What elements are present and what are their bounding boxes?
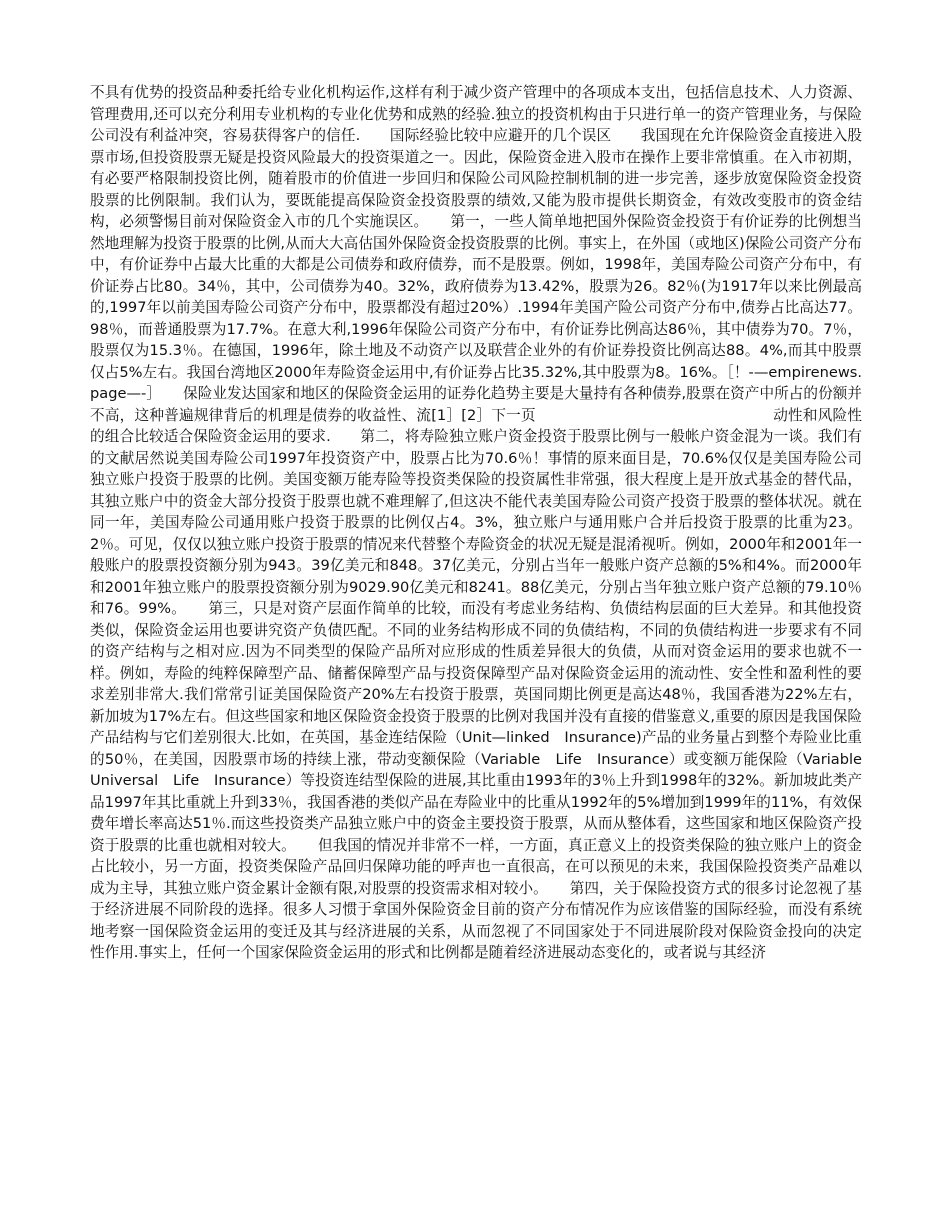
document-page bbox=[90, 82, 877, 964]
body-text: 不具有优势的投资品种委托给专业化机构运作,这样有利于减少资产管理中的各项成本支出，包括信息技术、人力资源、管理费用,还可以充分利用专业机构的专业化优势和成熟的经验.独立的投资机构由于只进行单一的资产管理业务，与保险公司没有利益冲突，容易获得客户的信任. 国际经验比较中应避开的几个误区 我国现在允许保险资金直接进入股票市场,但投资股票无疑是投资风险最大的投资渠道之一。因此，保险资金进入股市在操作上要非常慎重。在入市初期，有必要严格限制投资比例，随着股市的价值进一步回归和保险公司风险控制机制的进一步完善，逐步放宽保险资金投资股票的比例限制。我们认为，要既能提高保险资金投资股票的绩效,又能为股市提供长期资金，有效改变股市的资金结构，必须警惕目前对保险资金入市的几个实施误区。 第一，一些人简单地把国外保险资金投资于有价证券的比例想当然地理解为投资于股票的比例,从而大大高估国外保险资金投资股票的比例。事实上，在外国（或地区)保险公司资产分布中，有价证券中占最大比重的大都是公司债券和政府债券，而不是股票。例如，1998年，美国寿险公司资产分布中，有价证券占比80。34％，其中，公司债券为40。32%，政府债券为13.42%，股票为26。82％(为1917年以来比例最高的,1997年以前美国寿险公司资产分布中，股票都没有超过20%）.1994年美国产险公司资产分布中,债券占比高达77。98％，而普通股票为17.7%。在意大利,1996年保险公司资产分布中，有价证券比例高达86％，其中债券为70。7％，股票仅为15.3％。在德国，1996年，除土地及不动资产以及联营企业外的有价证券投资比例高达88。4%,而其中股票仅占5%左右。我国台湾地区2000年寿险资金运用中,有价证券占比35.32%,其中股票为8。16%。［！-—empirenews.page—-］ 保险业发达国家和地区的保险资金运用的证券化趋势主要是大量持有各种债券,股票在资产中所占的份额并不高，这种普遍规律背后的机理是债券的收益性、流[1］[2］下一页 动性和风险性的组合比较适合保险资金运用的要求. 第二，将寿险独立账户资金投资于股票比例与一般帐户资金混为一谈。我们有的文献居然说美国寿险公司1997年投资资产中，股票占比为70.6％！事情的原来面目是，70.6%仅仅是美国寿险公司独立账户投资于股票的比例。美国变额万能寿险等投资类保险的投资属性非常强，很大程度上是开放式基金的替代品，其独立账户中的资金大部分投资于股票也就不难理解了,但这决不能代表美国寿险公司资产投资于股票的整体状况。就在同一年，美国寿险公司通用账户投资于股票的比例仅占4。3%，独立账户与通用账户合并后投资于股票的比重为23。2％。可见，仅仅以独立账户投资于股票的情况来代替整个寿险资金的状况无疑是混淆视听。例如，2000年和2001年一般账户的股票投资额分别为943。39亿美元和848。37亿美元，分别占当年一般账户资产总额的5%和4%。而2000年和2001年独立账户的股票投资额分别为9029.90亿美元和8241。88亿美元，分别占当年独立账户资产总额的79.10％和76。99%。 第三，只是对资产层面作简单的比较，而没有考虑业务结构、负债结构层面的巨大差异。和其他投资类似，保险资金运用也要讲究资产负债匹配。不同的业务结构形成不同的负债结构，不同的负债结构进一步要求有不同的资产结构与之相对应.因为不同类型的保险产品所对应形成的性质差异很大的负债，从而对资金运用的要求也就不一样。例如，寿险的纯粹保障型产品、储蓄保障型产品与投资保障型产品对保险资金运用的流动性、安全性和盈利性的要求差别非常大.我们常常引证美国保险资产20%左右投资于股票，英国同期比例更是高达48％，我国香港为22%左右，新加坡为17%左右。但这些国家和地区保险资金投资于股票的比例对我国并没有直接的借鉴意义,重要的原因是我国保险产品结构与它们差别很大.比如，在英国，基金连结保险（Unit—linked Insurance)产品的业务量占到整个寿险业比重的50％，在美国，因股票市场的持续上涨，带动变额保险（Variable Life Insurance）或变额万能保险（Variable Universal Life Insurance）等投资连结型保险的进展,其比重由1993年的3％上升到1998年的32%。新加坡此类产品1997年其比重就上升到33％，我国香港的类似产品在寿险业中的比重从1992年的5%增加到1999年的11%，有效保费年增长率高达51％.而这些投资类产品独立账户中的资金主要投资于股票，从而从整体看，这些国家和地区保险资产投资于股票的比重也就相对较大。 但我国的情况并非常不一样，一方面，真正意义上的投资类保险的独立账户上的资金占比较小，另一方面，投资类保险产品回归保障功能的呼声也一直很高，在可以预见的未来，我国保险投资类产品难以成为主导，其独立账户资金累计金额有限,对股票的投资需求相对较小。 第四，关于保险投资方式的很多讨论忽视了基于经济进展不同阶段的选择。很多人习惯于拿国外保险资金目前的资产分布情况作为应该借鉴的国际经验，而没有系统地考察一国保险资金运用的变迁及其与经济进展的关系，从而忽视了不同国家处于不同进展阶段对保险资金投向的决定性作用.事实上，任何一个国家保险资金运用的形式和比例都是随着经济进展动态变化的，或者说与其经济 bbox=[90, 84, 877, 961]
